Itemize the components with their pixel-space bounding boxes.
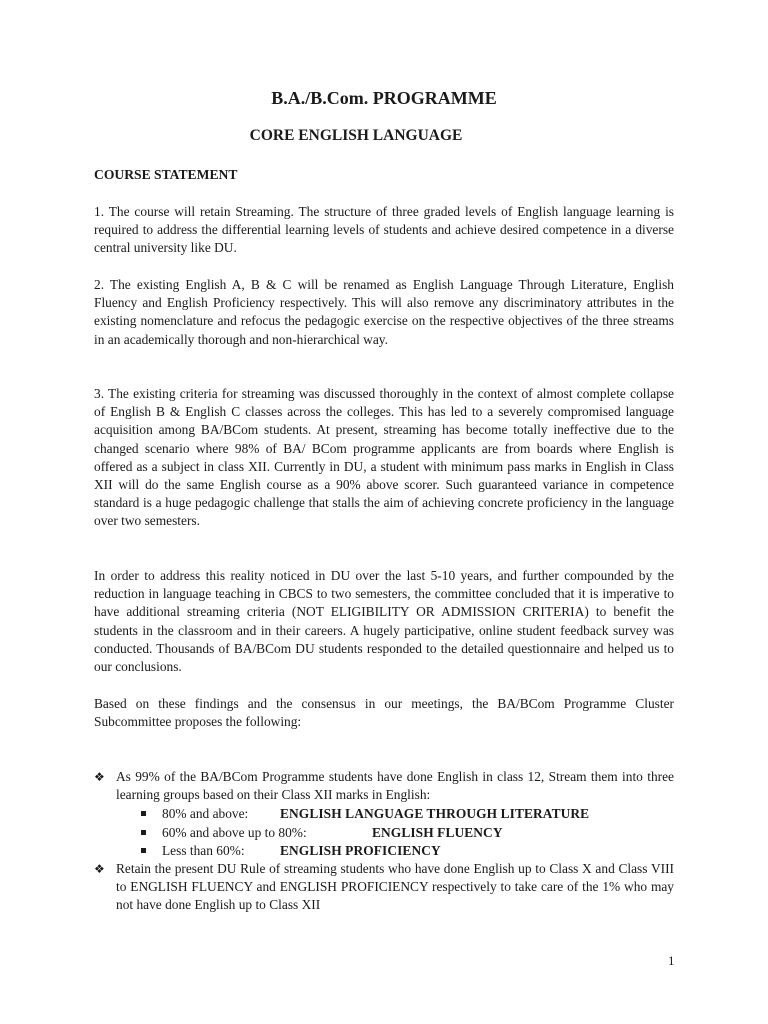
group-stream: ENGLISH PROFICIENCY [280, 843, 441, 858]
document-title: B.A./B.Com. PROGRAMME [271, 88, 497, 108]
paragraph-2: 2. The existing English A, B & C will be renamed as English Language Through Literature, English Fluency and English Proficiency respectively. This will also remove any discriminatory attributes in the existing nomenclature and refocus the pedagogic exercise on the respective objectives of the three streams in an academically thorough and non-hierarchical way. [94, 277, 674, 347]
group-stream: ENGLISH FLUENCY [372, 825, 503, 840]
square-bullet-icon [141, 830, 146, 835]
paragraph-1: 1. The course will retain Streaming. The structure of three graded levels of English language learning is required to address the differential learning levels of students and achieve desired competence in a diverse central university like DU. [94, 204, 674, 256]
diamond-bullet-icon: ❖ [94, 770, 105, 784]
paragraph-4: In order to address this reality noticed in DU over the last 5-10 years, and further compounded by the reduction in language teaching in CBCS to two semesters, the committee concluded that it is imperative to have additional streaming criteria (NOT ELIGIBILITY OR ADMISSION CRITERIA) to benefit the students in the classroom and in their careers. A hugely participative, online student feedback survey was conducted. Thousands of BA/BCom DU students responded to the detailed questionnaire and helped us to our conclusions. [94, 568, 674, 675]
section-heading: COURSE STATEMENT [94, 167, 238, 182]
square-bullet-icon [141, 848, 146, 853]
group-range: 60% and above up to 80%: [162, 825, 307, 840]
group-item [141, 842, 681, 860]
group-item [141, 824, 681, 842]
group-stream: ENGLISH LANGUAGE THROUGH LITERATURE [280, 806, 590, 821]
bullet-text: Retain the present DU Rule of streaming students who have done English up to Class X and Class VIII to ENGLISH FLUENCY and ENGLISH PROFICIENCY respectively to take care of the 1% who may not have done English up to Class XII [116, 861, 674, 913]
diamond-bullet-icon: ❖ [94, 862, 105, 876]
paragraph-3: 3. The existing criteria for streaming was discussed thoroughly in the context of almost complete collapse of English B & English C classes across the colleges. This has led to a severely compromised language acquisition among BA/BCom students. At present, streaming has become totally ineffective due to the changed scenario where 98% of BA/ BCom programme applicants are from boards where English is offered as a subject in class XII. Currently in DU, a student with minimum pass marks in English in Class XII will do the same English course as a 90% above scorer. Such guaranteed variance in competence standard is a huge pedagogic challenge that stalls the aim of achieving concrete proficiency in the language over two semesters. [94, 386, 674, 529]
bullet-item [94, 860, 674, 915]
page-number: 1 [668, 953, 675, 968]
group-item [141, 805, 681, 823]
document-subtitle: CORE ENGLISH LANGUAGE [249, 127, 463, 144]
bullet-item [94, 768, 674, 804]
group-range: 80% and above: [162, 806, 249, 821]
bullet-text: As 99% of the BA/BCom Programme students have done English in class 12, Stream them into three learning groups based on their Class XII marks in English: [116, 769, 674, 803]
square-bullet-icon [141, 811, 146, 816]
group-range: Less than 60%: [162, 843, 245, 858]
paragraph-5: Based on these findings and the consensus in our meetings, the BA/BCom Programme Cluster Subcommittee proposes the following: [94, 696, 674, 730]
